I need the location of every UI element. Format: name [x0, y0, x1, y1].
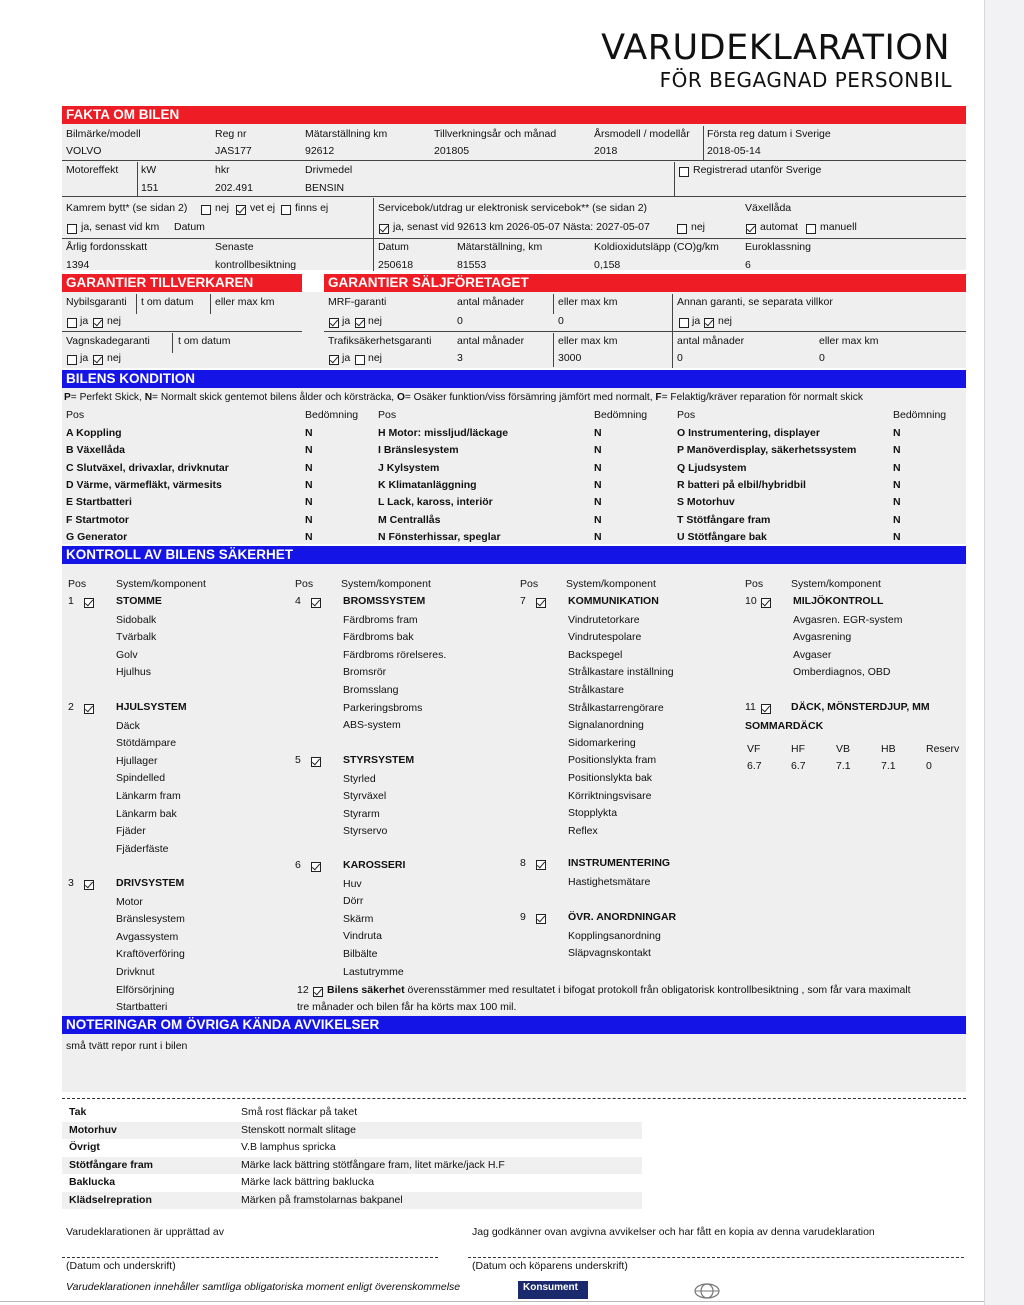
checkbox-nybil-ja[interactable] — [67, 318, 77, 328]
label-kw: kW — [141, 164, 157, 176]
condition-item: L Lack, kaross, interiör — [378, 496, 493, 509]
label-euro: Euroklassning — [745, 241, 811, 253]
condition-grade: N — [594, 496, 602, 509]
condition-item: K Klimatanläggning — [378, 478, 477, 491]
signature-line-buyer[interactable] — [468, 1257, 964, 1258]
component-item: Stötdämpare — [116, 737, 177, 750]
component-item: Länkarm bak — [116, 807, 177, 820]
group-number: 4 — [295, 595, 301, 607]
value-tax: 1394 — [66, 259, 90, 271]
label-reg: Reg nr — [215, 128, 247, 140]
group-number: 7 — [520, 595, 526, 607]
value-kw: 151 — [141, 182, 159, 194]
group-title: DRIVSYSTEM — [116, 877, 185, 889]
component-item: Kraftöverföring — [116, 948, 185, 961]
signature-label-seller: (Datum och underskrift) — [66, 1260, 176, 1272]
footer-approval-text: Jag godkänner ovan avgivna avvikelser och har fått en kopia av denna varudeklaration — [472, 1226, 875, 1238]
checkbox-vagnskada-ja[interactable] — [67, 355, 77, 365]
checkbox-group-3[interactable] — [84, 880, 94, 890]
label-nybil-tom: t om datum — [141, 296, 194, 308]
kontroll-col3-pos-header: Pos — [520, 578, 539, 590]
checkbox-vagnskada-nej[interactable] — [93, 355, 103, 365]
value-annan-months: 0 — [677, 352, 683, 364]
checkbox-kamrem-finns-ej[interactable] — [281, 205, 291, 215]
value-hkr: 202.491 — [215, 182, 253, 194]
checkbox-reg-abroad[interactable] — [679, 167, 689, 177]
condition-item: R batteri på elbil/hybridbil — [677, 478, 806, 491]
value-inspection-date: 250618 — [378, 259, 414, 271]
label-trafik-nej: nej — [368, 352, 383, 364]
checkbox-group-4[interactable] — [311, 598, 321, 608]
component-item: Sidomarkering — [568, 736, 636, 749]
component-item: Däck — [116, 719, 140, 732]
checkbox-servicebok-ja[interactable] — [379, 224, 389, 234]
label-hkr: hkr — [215, 164, 230, 176]
label-automat: automat — [760, 221, 798, 233]
checkbox-group-6[interactable] — [311, 862, 321, 872]
checkbox-group-1[interactable] — [84, 598, 94, 608]
condition-grade: N — [893, 496, 901, 509]
component-item: Drivknut — [116, 966, 155, 978]
condition-item: D Värme, värmefläkt, värmesits — [66, 478, 222, 491]
tire-position: VB — [836, 743, 851, 755]
group-title: BROMSSYSTEM — [343, 595, 426, 607]
component-item: Signalanordning — [568, 719, 644, 732]
section-garanti-salj-header: GARANTIER SÄLJFÖRETAGET — [324, 274, 966, 292]
component-item: Spindelled — [116, 772, 166, 785]
label-vagnskada-nej: nej — [107, 352, 122, 364]
component-item: Bilbälte — [343, 948, 378, 960]
condition-grade: N — [305, 513, 313, 526]
component-item: Styrservo — [343, 825, 388, 838]
condition-item: H Motor: missljud/läckage — [378, 427, 509, 439]
condition-item: G Generator — [66, 530, 128, 543]
component-item: Sidobalk — [116, 613, 157, 626]
checkbox-annan-ja[interactable] — [679, 318, 689, 328]
component-item: Kopplingsanordning — [568, 929, 661, 942]
tire-season: SOMMARDÄCK — [745, 720, 824, 732]
component-item: Bränslesystem — [116, 913, 185, 926]
component-item: Färdbroms bak — [343, 631, 414, 644]
group-title: STOMME — [116, 595, 162, 607]
label-kamrem-ja: ja, senast vid km — [81, 221, 160, 233]
value-fuel: BENSIN — [305, 182, 345, 194]
label-first-reg: Första reg datum i Sverige — [707, 128, 831, 140]
label-trafik-antal: antal månader — [457, 335, 525, 347]
value-trafik-months: 3 — [457, 352, 463, 364]
note-value: Märke lack bättring baklucka — [241, 1176, 375, 1188]
group-11-title: DÄCK, MÖNSTERDJUP, MM — [791, 701, 930, 713]
condition-grade: N — [594, 461, 602, 474]
group-number: 1 — [68, 595, 74, 607]
component-item: Golv — [116, 648, 138, 661]
component-item: Färdbroms rörelseres. — [343, 648, 447, 661]
label-reg-abroad: Registrerad utanför Sverige — [693, 164, 822, 176]
condition-grade: N — [893, 478, 901, 491]
component-item: Bromsrör — [343, 666, 387, 679]
label-kamrem-finns-ej: finns ej — [295, 202, 329, 214]
group-title: INSTRUMENTERING — [568, 857, 671, 869]
kondition-col2-pos-header: Pos — [378, 409, 397, 421]
condition-grade: N — [305, 478, 313, 491]
checkbox-mrf-ja[interactable] — [329, 318, 339, 328]
condition-item: A Koppling — [66, 427, 122, 439]
group-number: 6 — [295, 859, 301, 871]
label-vagnskadegaranti: Vagnskadegaranti — [66, 335, 150, 347]
label-tax: Årlig fordonsskatt — [66, 241, 148, 253]
condition-item: P Manöverdisplay, säkerhetssystem — [677, 444, 857, 457]
group-number: 3 — [68, 877, 74, 889]
value-model-year: 2018 — [594, 145, 618, 157]
tire-depth: 6.7 — [791, 760, 806, 772]
condition-grade: N — [893, 444, 901, 457]
checkbox-group-8[interactable] — [536, 860, 546, 870]
checkbox-group-2[interactable] — [84, 704, 94, 714]
condition-grade: N — [893, 513, 901, 526]
group-title: STYRSYSTEM — [343, 754, 415, 766]
kontroll-col4-sys-header: System/komponent — [791, 578, 881, 590]
condition-item: F Startmotor — [66, 513, 129, 526]
component-item: Strålkastare — [568, 684, 625, 696]
label-nybil-nej: nej — [107, 315, 122, 327]
label-mfg: Tillverkningsår och månad — [434, 128, 557, 140]
label-vagnskada-ja: ja — [80, 352, 89, 364]
component-item: Omberdiagnos, OBD — [793, 666, 891, 679]
condition-grade: N — [594, 530, 602, 543]
value-mrf-months: 0 — [457, 315, 463, 327]
condition-grade: N — [305, 496, 313, 509]
note-value: Stenskott normalt slitage — [241, 1123, 356, 1136]
label-nybil-max: eller max km — [215, 296, 275, 308]
signature-line-seller[interactable] — [62, 1257, 438, 1258]
tire-depth: 6.7 — [747, 760, 762, 772]
label-annan-garanti: Annan garanti, se separata villkor — [677, 296, 833, 308]
value-mrf-km: 0 — [558, 315, 564, 327]
component-item: Skärm — [343, 912, 374, 925]
label-mrf: MRF-garanti — [328, 296, 387, 308]
kontroll-col2-sys-header: System/komponent — [341, 578, 431, 590]
condition-item: B Växellåda — [66, 444, 125, 457]
label-annan-nej: nej — [718, 315, 733, 327]
component-item: Positionslykta bak — [568, 772, 653, 784]
kondition-col1-pos-header: Pos — [66, 409, 85, 421]
label-trafiksakerhet: Trafiksäkerhetsgaranti — [328, 335, 432, 347]
label-model-year: Årsmodell / modellår — [594, 128, 690, 140]
tire-position: VF — [747, 743, 761, 755]
group-number: 9 — [520, 911, 526, 923]
label-annan-max: eller max km — [819, 335, 879, 347]
component-item: Styrarm — [343, 807, 380, 820]
section-fakta-header: FAKTA OM BILEN — [62, 106, 966, 124]
checkbox-group-10[interactable] — [761, 598, 771, 608]
component-item: Lastutrymme — [343, 965, 404, 978]
condition-grade: N — [305, 461, 313, 474]
component-item: Huv — [343, 877, 362, 890]
label-mrf-ja: ja — [342, 315, 351, 327]
value-odometer: 92612 — [305, 145, 335, 157]
component-item: Avgasrening — [793, 631, 852, 644]
group-12-bold: Bilens säkerhet — [327, 984, 405, 996]
condition-item: M Centrallås — [378, 513, 441, 526]
label-gearbox: Växellåda — [745, 202, 792, 214]
kontroll-col3-sys-header: System/komponent — [566, 578, 656, 590]
section-garanti-tillverkaren-header: GARANTIER TILLVERKAREN — [62, 274, 302, 292]
tire-depth: 7.1 — [881, 760, 896, 772]
checkbox-kamrem-nej[interactable] — [201, 205, 211, 215]
component-item: Styrled — [343, 772, 376, 785]
label-power: Motoreffekt — [66, 164, 119, 176]
component-item: Körriktningsvisare — [568, 789, 652, 802]
component-item: Reflex — [568, 824, 598, 837]
condition-grade: N — [305, 530, 313, 543]
label-co2: Koldioxidutsläpp (CO)g/km — [594, 241, 719, 253]
checkbox-group-9[interactable] — [536, 914, 546, 924]
condition-grade: N — [893, 461, 901, 474]
condition-grade: N — [305, 427, 313, 439]
note-key: Stötfångare fram — [69, 1158, 154, 1171]
kontroll-col1-pos-header: Pos — [68, 578, 87, 590]
note-value: Märken på framstolarnas bakpanel — [241, 1193, 403, 1206]
noteringar-text: små tvätt repor runt i bilen — [66, 1040, 188, 1052]
label-inspection-date: Datum — [378, 241, 409, 253]
kondition-col3-pos-header: Pos — [677, 409, 696, 421]
checkbox-group-7[interactable] — [536, 598, 546, 608]
kondition-legend — [64, 391, 863, 404]
checkbox-nybil-nej[interactable] — [93, 318, 103, 328]
value-euro: 6 — [745, 259, 751, 271]
condition-grade: N — [893, 427, 901, 439]
component-item: Tvärbalk — [116, 631, 157, 644]
legend-key-f: F — [655, 392, 662, 403]
component-item: Hjulhus — [116, 666, 152, 679]
kondition-col3-grade-header: Bedömning — [893, 409, 947, 421]
component-item: Elförsörjning — [116, 983, 175, 996]
label-manuell: manuell — [820, 221, 857, 233]
label-trafik-max: eller max km — [558, 335, 618, 347]
condition-item: O Instrumentering, displayer — [677, 427, 820, 439]
legend-key-p: P — [64, 392, 71, 403]
group-title: HJULSYSTEM — [116, 701, 187, 713]
label-fuel: Drivmedel — [305, 164, 353, 176]
condition-item: C Slutväxel, drivaxlar, drivknutar — [66, 461, 229, 474]
value-first-reg: 2018-05-14 — [707, 145, 761, 157]
section-kondition-header: BILENS KONDITION — [62, 370, 966, 388]
label-mrf-max: eller max km — [558, 296, 618, 308]
checkbox-group-12[interactable] — [313, 987, 323, 997]
value-reg: JAS177 — [215, 145, 252, 157]
component-item: Dörr — [343, 895, 364, 908]
condition-grade: N — [594, 427, 602, 439]
tire-depth: 7.1 — [836, 760, 851, 772]
label-senaste: Senaste — [215, 241, 254, 253]
signature-label-buyer: (Datum och köparens underskrift) — [472, 1260, 628, 1272]
component-item: Strålkastarrengörare — [568, 701, 664, 714]
component-item: Parkeringsbroms — [343, 701, 423, 714]
condition-grade: N — [305, 444, 313, 457]
kondition-col1-grade-header: Bedömning — [305, 409, 359, 421]
component-item: Avgassystem — [116, 930, 179, 943]
component-item: Hastighetsmätare — [568, 875, 651, 888]
viewer-right-margin — [984, 0, 1024, 1305]
note-value: Märke lack bättring stötfångare fram, litet märke/jack H.F — [241, 1158, 505, 1171]
note-key: Klädselrepration — [69, 1193, 152, 1206]
group-title: KOMMUNIKATION — [568, 595, 659, 607]
value-brand: VOLVO — [66, 145, 102, 157]
label-mrf-nej: nej — [368, 315, 383, 327]
group-12-text — [327, 984, 911, 997]
value-inspection-odo: 81553 — [457, 259, 487, 271]
tire-position: HF — [791, 743, 805, 755]
group-title: MILJÖKONTROLL — [793, 595, 884, 607]
label-brand: Bilmärke/modell — [66, 128, 141, 140]
component-item: Styrväxel — [343, 790, 387, 803]
konsumentverket-logo — [518, 1281, 588, 1299]
legend-key-o: O — [396, 392, 405, 403]
note-key: Övrigt — [69, 1141, 100, 1153]
tire-depth: 0 — [926, 760, 932, 772]
tire-position: HB — [881, 743, 896, 755]
component-item: Bromsslang — [343, 684, 399, 696]
component-item: Motor — [116, 895, 143, 908]
component-item: Färdbroms fram — [343, 613, 418, 626]
label-vagnskada-tom: t om datum — [178, 335, 231, 347]
emblem-icon — [693, 1279, 721, 1299]
section-noteringar-header: NOTERINGAR OM ÖVRIGA KÄNDA AVVIKELSER — [62, 1016, 966, 1034]
noteringar-background — [62, 1034, 966, 1092]
checkbox-trafik-nej[interactable] — [355, 355, 365, 365]
label-kamrem-nej: nej — [215, 202, 230, 214]
note-value: V.B lamphus spricka — [241, 1141, 336, 1153]
label-servicebok: Servicebok/utdrag ur elektronisk servicebok** (se sidan 2) — [378, 202, 648, 214]
label-mrf-antal: antal månader — [457, 296, 525, 308]
component-item: Strålkastare inställning — [568, 666, 674, 679]
condition-item: J Kylsystem — [378, 461, 440, 474]
checkbox-kamrem-ja[interactable] — [67, 224, 77, 234]
label-servicebok-nej: nej — [691, 221, 706, 233]
condition-item: I Bränslesystem — [378, 444, 459, 457]
note-value: Små rost fläckar på taket — [241, 1106, 358, 1118]
label-kamrem-datum: Datum — [174, 221, 205, 233]
checkbox-annan-nej[interactable] — [704, 318, 714, 328]
condition-grade: N — [893, 530, 901, 543]
note-row — [62, 1139, 642, 1156]
note-key: Baklucka — [69, 1176, 116, 1188]
kontroll-col1-sys-header: System/komponent — [116, 578, 206, 590]
label-kamrem-vet-ej: vet ej — [250, 202, 276, 214]
condition-item: Q Ljudsystem — [677, 461, 747, 474]
component-item: Avgaser — [793, 648, 832, 661]
note-key: Tak — [69, 1106, 87, 1118]
component-item: Fjäder — [116, 825, 146, 838]
footer-note: Varudeklarationen innehåller samtliga obligatoriska moment enligt överenskommelse — [66, 1281, 461, 1293]
group-12-text-rest: överensstämmer med resultatet i bifogat protokoll från obligatorisk kontrollbesiktning , som får vara maximalt — [404, 984, 911, 996]
value-co2: 0,158 — [594, 259, 621, 271]
document-subtitle: FÖR BEGAGNAD PERSONBIL — [659, 68, 952, 92]
legend-text-o: = Osäker funktion/viss försämring jämfört med normalt, — [404, 392, 656, 403]
condition-grade: N — [594, 478, 602, 491]
legend-text-n: = Normalt skick gentemot bilens ålder och körsträcka, — [152, 392, 397, 403]
value-mfg: 201805 — [434, 145, 470, 157]
group-title: ÖVR. ANORDNINGAR — [568, 911, 677, 923]
component-item: Vindrutespolare — [568, 631, 642, 644]
group-11-number: 11 — [745, 701, 756, 713]
checkbox-trafik-ja[interactable] — [329, 355, 339, 365]
checkbox-manuell[interactable] — [806, 224, 816, 234]
label-inspection-odo: Mätarställning, km — [457, 241, 543, 253]
kontroll-col2-pos-header: Pos — [295, 578, 314, 590]
group-title: KAROSSERI — [343, 859, 406, 871]
condition-item: S Motorhuv — [677, 496, 735, 509]
label-kontrollbesiktning: kontrollbesiktning — [215, 259, 297, 271]
note-key: Motorhuv — [69, 1123, 117, 1136]
section-kontroll-header: KONTROLL AV BILENS SÄKERHET — [62, 546, 966, 564]
checkbox-kamrem-vet-ej[interactable] — [236, 205, 246, 215]
condition-grade: N — [594, 513, 602, 526]
component-item: ABS-system — [343, 719, 401, 732]
value-annan-km: 0 — [819, 352, 825, 364]
component-item: Länkarm fram — [116, 790, 181, 802]
component-item: Vindruta — [343, 930, 382, 943]
label-nybil-ja: ja — [80, 315, 89, 327]
component-item: Vindrutetorkare — [568, 613, 640, 626]
document-title: VARUDEKLARATION — [601, 28, 950, 68]
legend-text-p: = Perfekt Skick, — [70, 392, 145, 403]
kondition-col2-grade-header: Bedömning — [594, 409, 648, 421]
checkbox-group-5[interactable] — [311, 757, 321, 767]
tire-position: Reserv — [926, 743, 960, 755]
value-trafik-km: 3000 — [558, 352, 582, 364]
label-annan-antal: antal månader — [677, 335, 745, 347]
label-odometer: Mätarställning km — [305, 128, 388, 140]
component-item: Backspegel — [568, 648, 623, 661]
label-annan-ja: ja — [692, 315, 701, 327]
label-kamrem: Kamrem bytt* (se sidan 2) — [66, 202, 188, 214]
logo-text: Konsument — [523, 1282, 578, 1293]
component-item: Släpvagnskontakt — [568, 947, 651, 960]
legend-text-f: = Felaktig/kräver reparation för normalt skick — [661, 392, 863, 403]
group-number: 10 — [745, 595, 757, 607]
label-nybilsgaranti: Nybilsgaranti — [66, 296, 127, 308]
component-item: Startbatteri — [116, 1001, 168, 1014]
checkbox-automat[interactable] — [746, 224, 756, 234]
condition-grade: N — [594, 444, 602, 457]
group-number: 2 — [68, 701, 74, 713]
component-item: Hjullager — [116, 754, 158, 767]
checkbox-servicebok-nej[interactable] — [677, 224, 687, 234]
value-servicebok: ja, senast vid 92613 km 2026-05-07 Nästa: 2027-05-07 — [393, 221, 650, 233]
condition-item: U Stötfångare bak — [677, 530, 767, 543]
component-item: Fjäderfäste — [116, 842, 169, 855]
footer-issued-by: Varudeklarationen är upprättad av — [66, 1226, 224, 1238]
component-item: Stopplykta — [568, 807, 618, 820]
component-item: Positionslykta fram — [568, 754, 657, 767]
condition-item: N Fönsterhissar, speglar — [378, 530, 501, 543]
legend-key-n: N — [144, 392, 153, 403]
group-number: 8 — [520, 857, 526, 869]
label-trafik-ja: ja — [342, 352, 351, 364]
group-number: 5 — [295, 754, 301, 766]
condition-item: T Stötfångare fram — [677, 513, 771, 526]
checkbox-mrf-nej[interactable] — [355, 318, 365, 328]
group-12-text-line2: tre månader och bilen får ha körts max 100 mil. — [297, 1001, 517, 1013]
component-item: Avgasren. EGR-system — [793, 613, 903, 626]
checkbox-group-11[interactable] — [761, 704, 771, 714]
condition-item: E Startbatteri — [66, 496, 132, 509]
group-12-number: 12 — [297, 984, 309, 996]
kontroll-col4-pos-header: Pos — [745, 578, 764, 590]
